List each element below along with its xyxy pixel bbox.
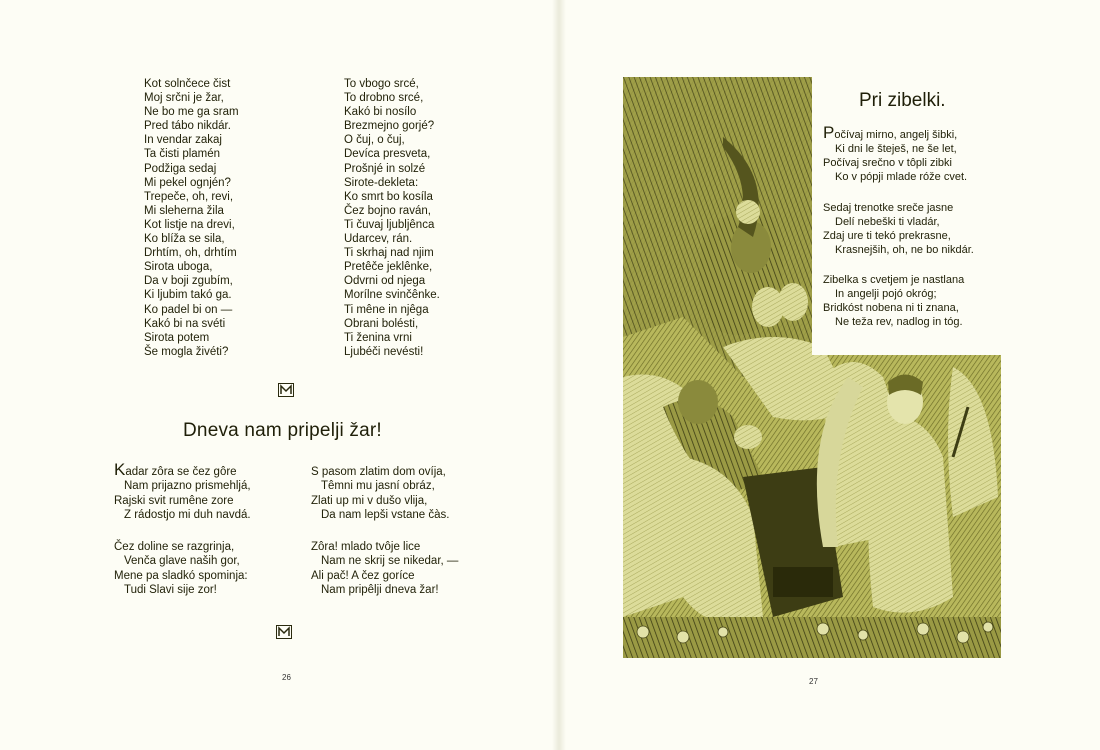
poem-line: Počívaj mirno, angelj šibki, xyxy=(823,123,958,142)
poem-line: Čez doline se razgrinja, xyxy=(114,541,235,553)
poem-line: Podžiga sedaj xyxy=(144,162,217,175)
poem-line: O čuj, o čuj, xyxy=(344,134,405,147)
poem-line: Obrani bolésti, xyxy=(344,317,419,330)
poem1-column-left xyxy=(144,77,239,359)
poem-line: Z rádostjo mi duh navdá. xyxy=(124,509,251,522)
poem-line: Ljubéči nevésti! xyxy=(344,345,424,358)
poem-line: Ne teža rev, nadlog in tóg. xyxy=(835,316,963,328)
poem-line: Čez bojno raván, xyxy=(344,204,431,217)
poem-line: Nam pripêlji dneva žar! xyxy=(321,584,439,597)
poem-line: Udarcev, rán. xyxy=(344,233,413,246)
poem-line: Ti mêne in njêga xyxy=(344,303,429,316)
poem-line: Kot listje na drevi, xyxy=(144,218,235,231)
poem-line: Kadar zôra se čez gôre xyxy=(114,460,237,479)
poem-line: Moj srčni je žar, xyxy=(144,92,224,105)
poem-line: Prošnjé in solzé xyxy=(344,162,426,175)
poem-line: Mene pa sladkó spominja: xyxy=(114,569,248,582)
poem2-stanza-2 xyxy=(114,540,248,598)
poem-line: Da v boji zgubím, xyxy=(144,275,233,288)
poem-line: Brezmejno gorjé? xyxy=(344,120,435,133)
poem-line: Odvrni od njega xyxy=(344,275,426,288)
poem-line: Ali pač! A čez goríce xyxy=(311,569,415,582)
poem-line: Rajski svit rumêne zore xyxy=(114,494,234,507)
poem-line: Pretêče jeklênke, xyxy=(344,261,433,274)
poem-line: Sedaj trenotke sreče jasne xyxy=(823,202,954,214)
poem-line: Ti skrhaj nad njim xyxy=(344,247,434,260)
poem-line: In vendar zakaj xyxy=(144,134,222,147)
poem1-column-right xyxy=(344,77,440,359)
poem2-stanza-1 xyxy=(114,460,251,523)
ornament-icon xyxy=(276,625,292,639)
poem-line: Še mogla živéti? xyxy=(144,345,229,358)
poem-line: Sirota uboga, xyxy=(144,261,213,274)
poem-line: To drobno srcé, xyxy=(344,92,424,105)
poem-stanza-1 xyxy=(823,123,968,184)
poem-line: Ki dni le šteješ, ne še let, xyxy=(835,143,957,155)
poem-line: Ti ženina vrni xyxy=(344,331,412,344)
poem-line: Drhtím, oh, drhtím xyxy=(144,247,237,260)
poem2-stanza-3 xyxy=(311,465,449,523)
poem-line: Venča glave naših gor, xyxy=(124,555,240,568)
poem-line: Ko blíža se sila, xyxy=(144,233,225,246)
poem-line: Ko padel bi on — xyxy=(144,303,233,316)
poem-stanza-2 xyxy=(823,201,974,257)
poem-line: Sirote-dekleta: xyxy=(344,176,419,189)
poem-line: S pasom zlatim dom ovíja, xyxy=(311,466,446,478)
poem-line: Têmni mu jasní obráz, xyxy=(321,480,435,493)
poem-line: Tudi Slavi sije zor! xyxy=(124,584,217,597)
poem-line: Zlati up mi v dušo vlija, xyxy=(311,494,428,507)
poem-line: Devíca presveta, xyxy=(344,148,431,161)
poem-line: Bridkóst nobena ni ti znana, xyxy=(823,302,959,314)
page-number: 26 xyxy=(282,673,291,682)
poem-line: Zibelka s cvetjem je nastlana xyxy=(823,274,965,286)
poem-line: Morílne svinčênke. xyxy=(344,289,440,302)
poem-line: Mi pekel ognjén? xyxy=(144,176,231,189)
poem-line: Ko v pópji mlade róže cvet. xyxy=(835,171,968,183)
poem-line: To vbogo srcé, xyxy=(344,78,419,90)
poem-stanza-3 xyxy=(823,273,964,329)
poem-line: Kakó bi na svéti xyxy=(144,317,226,330)
poem-line: Kakó bi nosílo xyxy=(344,106,417,119)
ornament-icon xyxy=(278,383,294,397)
poem2-title: Dneva nam pripelji žar! xyxy=(183,420,382,441)
poem-line: Mi sleherna žila xyxy=(144,204,224,217)
poem-line: Počívaj srečno v tôpli zibki xyxy=(823,157,952,169)
drop-cap: K xyxy=(114,460,126,479)
right-page xyxy=(560,0,1100,750)
poem-line: Zôra! mlado tvôje lice xyxy=(311,541,421,553)
poem-line: Nam ne skrij se nikedar, — xyxy=(321,555,459,568)
poem-line: Trepeče, oh, revi, xyxy=(144,190,234,203)
poem-line: Zdaj ure ti tekó prekrasne, xyxy=(823,230,951,242)
poem-line: Krasnejših, oh, ne bo nikdár. xyxy=(835,244,974,256)
poem-line: Ki ljubim takó ga. xyxy=(144,289,232,302)
poem-line: Ti čuvaj ljubljênca xyxy=(344,218,435,231)
poem-title: Pri zibelki. xyxy=(859,90,946,111)
page-number: 27 xyxy=(809,677,818,686)
poem-line: Nam prijazno prismehljá, xyxy=(124,480,251,493)
drop-cap: P xyxy=(823,123,835,142)
poem-line: Delí nebeški ti vladár, xyxy=(835,216,940,228)
poem2-stanza-4 xyxy=(311,540,458,598)
poem-line: Ko smrt bo kosíla xyxy=(344,190,433,203)
poem-line: Pred tábo nikdár. xyxy=(144,120,231,133)
poem-line: Ne bo me ga sram xyxy=(144,106,239,119)
poem-line: Da nam lepši vstane čàs. xyxy=(321,509,450,522)
poem-line: Ta čisti plamén xyxy=(144,148,221,161)
poem-line: In angelji pojó okróg; xyxy=(835,288,937,300)
poem-line: Kot solnčece čist xyxy=(144,78,231,90)
poem-line: Sirota potem xyxy=(144,331,210,344)
